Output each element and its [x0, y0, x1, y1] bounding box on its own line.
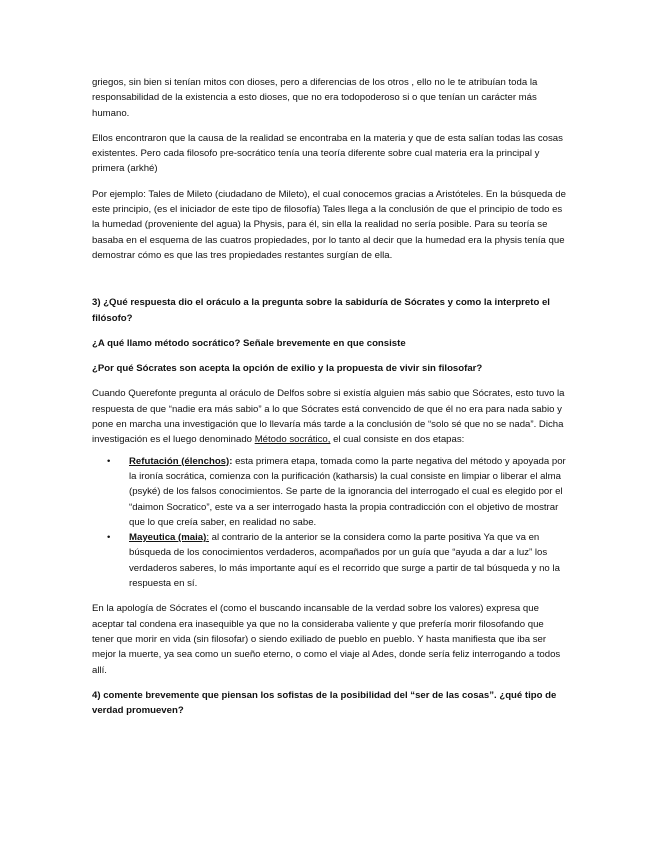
paragraph-intro-3: Por ejemplo: Tales de Mileto (ciudadano de Mileto), el cual conocemos gracias a Aristóteles. En la búsqueda de este principio, (es el iniciador de este tipo de filosofía) Tales llega a la conclusión de que el principio de todo es la humedad (proveniente del agua) la Physis, para él, sin ella la realidad no sería posible. Para su teoría se basaba en el esquema de las cuatros propiedades, por lo tanto al decir que la humedad era la physis tenía que demostrar cómo es que las tres propiedades restantes surgían de ella. — [92, 188, 566, 261]
answer-text-start: Cuando Querefonte pregunta al oráculo de Delfos sobre si existía alguien más sabio que Sócrates, esto tuvo la respuesta de que “nadie era más sabio” a lo que Sócrates está convencido de que él no era para nada sabio y pone en marcha una investigación que lo llevaría más tarde a la conclusión de “solo sé que no se nada”. Dicha investigación es el luego denominado — [92, 388, 565, 446]
paragraph-intro-2: Ellos encontraron que la causa de la realidad se encontraba en la materia y que de esta salían todas las cosas existentes. Pero cada filosofo pre-socrático tenía una teoría diferente sobre cual materia era la principal y primera (arkhé) — [92, 132, 563, 175]
bullet-text-refutacion: esta primera etapa, tomada como la parte negativa del método y apoyada por la ironía socrática, comienza con la purificación (katharsis) la cual consiste en limpiar o liberar el alma (psyké) de los falsos conocimientos. Se parte de la ignorancia del interrogado el cual es elegido por el “daimon Socratico”, este va a ser interrogado hasta la propia contradicción con el objetivo de mostrar que lo que creía saber, en realidad no sabe. — [129, 455, 566, 528]
list-item-refutacion — [107, 454, 568, 530]
question-3-heading: 3) ¿Qué respuesta dio el oráculo a la pregunta sobre la sabiduría de Sócrates y como la interpreto el filósofo? — [92, 297, 550, 324]
bullet-colon: : — [206, 532, 209, 544]
question-3-sub-1: ¿A qué llamo método socrático? Señale brevemente en que consiste — [92, 337, 406, 349]
question-4-heading: 4) comente brevemente que piensan los sofistas de la posibilidad del “ser de las cosas”. ¿qué tipo de verdad promueven? — [92, 689, 557, 717]
metodo-socratico-link: Método socrático, — [254, 434, 331, 446]
question-3-sub-2: ¿Por qué Sócrates son acepta la opción de exilio y la propuesta de vivir sin filosofar? — [92, 363, 483, 375]
list-item-mayeutica — [107, 530, 568, 591]
question-3-answer — [92, 386, 568, 447]
document-page — [92, 75, 568, 718]
bullet-icon: • — [107, 532, 111, 544]
paragraph-intro-1: griegos, sin bien si tenían mitos con dioses, pero a diferencias de los otros , ello no le te atribuían toda la responsabilidad de la existencia a esto dioses, que no era todopoderoso si o que tenían un carácter más humano. — [92, 77, 538, 119]
bullet-icon: • — [107, 455, 111, 467]
bullet-label-refutacion: Refutación (élenchos) — [129, 455, 230, 467]
bullet-colon: : — [229, 455, 233, 467]
answer-text-end: el cual consiste en dos etapas: — [330, 434, 465, 446]
etapas-list — [92, 454, 568, 592]
bullet-label-mayeutica: Mayeutica (maia) — [129, 532, 207, 544]
bullet-text-mayeutica: al contrario de la anterior se la considera como la parte positiva Ya que va en búsqueda de los conocimientos verdaderos, acompañados por un guía que “ayuda a dar a luz” los verdaderos saberes, lo más importante aquí es el recorrido que surge a partir de tal búsqueda y no la respuesta en sí. — [129, 532, 560, 590]
question-3-closing: En la apología de Sócrates el (como el buscando incansable de la verdad sobre los valores) expresa que aceptar tal condena era inasequible ya que no la consideraba valiente y que prefería morir filosofando que tener que morir en vida (sin filosofar) o siendo exiliado de pueblo en pueblo. Y hasta manifiesta que iba ser mejor la muerte, ya sea como un sueño eterno, o como el viaje al Ades, donde sería feliz interrogando a todos allí. — [92, 603, 561, 676]
